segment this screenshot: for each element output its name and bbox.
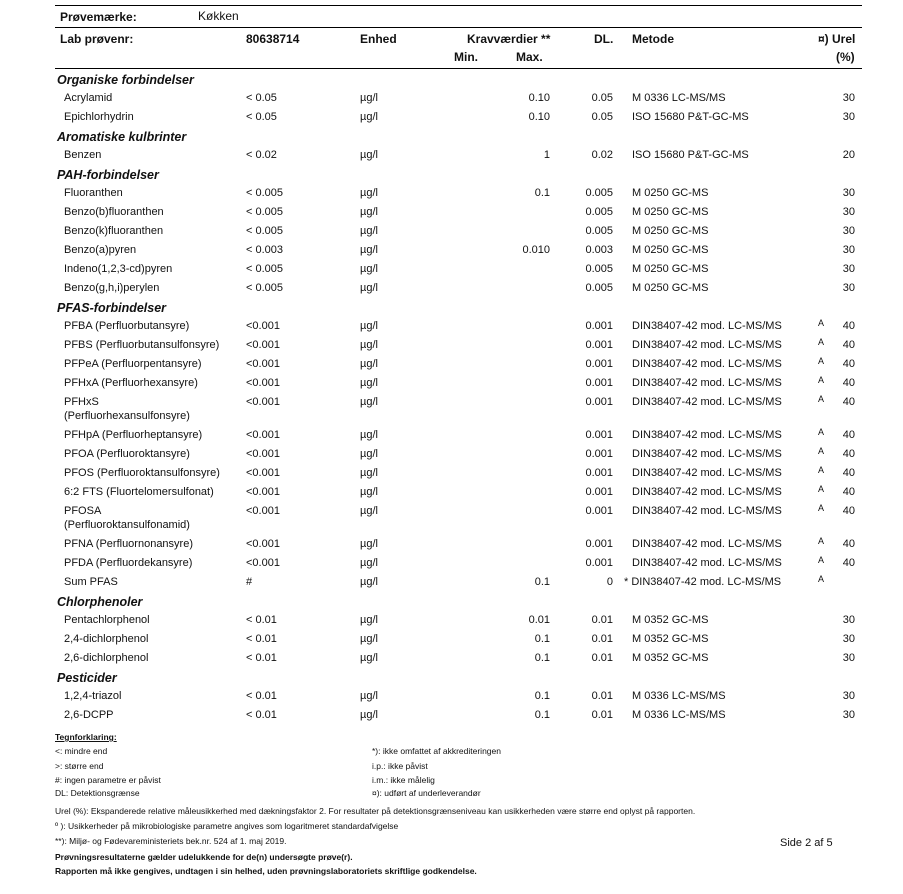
dl-value: 0.05	[591, 111, 613, 123]
accreditation-flag: A	[818, 375, 825, 385]
max-value: 1	[543, 149, 550, 161]
method: DIN38407-42 mod. LC-MS/MS	[632, 538, 782, 550]
urel-value: 40	[842, 429, 855, 441]
method: M 0352 GC-MS	[632, 652, 709, 664]
result-value: <0.001	[246, 429, 280, 441]
urel-value: 30	[842, 652, 855, 664]
accreditation-flag: A	[818, 503, 825, 513]
unit: µg/l	[360, 206, 378, 218]
dl-value: 0	[606, 576, 613, 588]
accreditation-flag: A	[818, 446, 825, 456]
unit: µg/l	[360, 448, 378, 460]
result-value: < 0.05	[246, 111, 277, 123]
unit: µg/l	[360, 358, 378, 370]
legend-left-1: >: større end	[55, 761, 104, 771]
result-value: < 0.005	[246, 282, 284, 294]
method: DIN38407-42 mod. LC-MS/MS	[632, 467, 782, 479]
param-name: PFBS (Perfluorbutansulfonsyre)	[64, 339, 220, 351]
param-name: PFPeA (Perfluorpentansyre)	[64, 358, 202, 370]
unit: µg/l	[360, 187, 378, 199]
dl-value: 0.001	[585, 358, 613, 370]
result-value: < 0.005	[246, 206, 284, 218]
unit: µg/l	[360, 111, 378, 123]
accreditation-flag: A	[818, 574, 825, 584]
method: DIN38407-42 mod. LC-MS/MS	[632, 339, 782, 351]
section-title: Aromatiske kulbrinter	[57, 130, 187, 144]
col-max: Max.	[516, 50, 543, 64]
dl-value: 0.01	[591, 633, 613, 645]
section-title: PAH-forbindelser	[57, 168, 159, 182]
result-value: < 0.01	[246, 614, 277, 626]
legend-right-3: ¤): udført af underleverandør	[372, 788, 481, 798]
legend-left-2: #: ingen parametre er påvist	[55, 775, 161, 785]
param-name: PFOSA	[64, 505, 102, 517]
urel-value: 30	[842, 282, 855, 294]
result-value: <0.001	[246, 505, 280, 517]
dl-value: 0.01	[591, 652, 613, 664]
method: M 0352 GC-MS	[632, 633, 709, 645]
max-value: 0.1	[534, 187, 550, 199]
result-value: < 0.02	[246, 149, 277, 161]
method: DIN38407-42 mod. LC-MS/MS	[632, 320, 782, 332]
legend-left-0: <: mindre end	[55, 746, 108, 756]
param-name: Sum PFAS	[64, 576, 118, 588]
unit: µg/l	[360, 467, 378, 479]
dl-value: 0.001	[585, 396, 613, 408]
result-value: < 0.01	[246, 690, 277, 702]
max-value: 0.10	[528, 92, 550, 104]
result-value: <0.001	[246, 467, 280, 479]
dl-value: 0.005	[585, 282, 613, 294]
col-lab: Lab prøvenr:	[60, 32, 134, 46]
result-value: #	[246, 576, 253, 588]
sample-value: Køkken	[198, 9, 239, 23]
accreditation-flag: A	[818, 484, 825, 494]
result-value: <0.001	[246, 396, 280, 408]
sample-label: Prøvemærke:	[60, 10, 137, 24]
col-urel: ¤) Urel	[818, 32, 856, 46]
dl-value: 0.02	[591, 149, 613, 161]
page-number: Side 2 af 5	[780, 837, 833, 849]
dl-value: 0.001	[585, 339, 613, 351]
unit: µg/l	[360, 652, 378, 664]
method: DIN38407-42 mod. LC-MS/MS	[632, 396, 782, 408]
max-value: 0.1	[534, 709, 550, 721]
max-value: 0.01	[528, 614, 550, 626]
result-value: < 0.01	[246, 633, 277, 645]
unit: µg/l	[360, 244, 378, 256]
footer-line-2: Rapporten må ikke gengives, undtagen i sin helhed, uden prøvningslaboratoriets skriftlige godkendelse.	[55, 866, 477, 876]
param-name: PFOS (Perfluoroktansulfonsyre)	[64, 467, 220, 479]
param-name: 2,4-dichlorphenol	[64, 633, 149, 645]
dl-value: 0.001	[585, 429, 613, 441]
urel-value: 40	[842, 448, 855, 460]
method: M 0250 GC-MS	[632, 225, 709, 237]
param-name: Indeno(1,2,3-cd)pyren	[64, 263, 173, 275]
param-name: Benzo(a)pyren	[64, 244, 137, 256]
param-name: 1,2,4-triazol	[64, 690, 122, 702]
method: * DIN38407-42 mod. LC-MS/MS	[624, 576, 782, 588]
method: DIN38407-42 mod. LC-MS/MS	[632, 448, 782, 460]
dl-value: 0.001	[585, 538, 613, 550]
urel-value: 40	[842, 538, 855, 550]
section-title: PFAS-forbindelser	[57, 301, 167, 315]
urel-value: 30	[842, 225, 855, 237]
method: M 0336 LC-MS/MS	[632, 690, 726, 702]
result-value: <0.001	[246, 377, 280, 389]
legend-right-2: i.m.: ikke målelig	[372, 775, 435, 785]
result-value: <0.001	[246, 339, 280, 351]
unit: µg/l	[360, 690, 378, 702]
col-method: Metode	[632, 32, 674, 46]
unit: µg/l	[360, 339, 378, 351]
dl-value: 0.001	[585, 467, 613, 479]
method: M 0250 GC-MS	[632, 263, 709, 275]
max-value: 0.1	[534, 690, 550, 702]
col-urel-pct: (%)	[836, 50, 855, 64]
unit: µg/l	[360, 486, 378, 498]
note-micro: º ): Usikkerheder på mikrobiologiske parametre angives som logaritmeret standardafvigelse	[55, 821, 399, 831]
result-value: < 0.005	[246, 225, 284, 237]
method: DIN38407-42 mod. LC-MS/MS	[632, 358, 782, 370]
param-name: Epichlorhydrin	[64, 111, 134, 123]
unit: µg/l	[360, 282, 378, 294]
urel-value: 30	[842, 111, 855, 123]
unit: µg/l	[360, 263, 378, 275]
method: DIN38407-42 mod. LC-MS/MS	[632, 429, 782, 441]
accreditation-flag: A	[818, 536, 825, 546]
result-value: <0.001	[246, 557, 280, 569]
method: ISO 15680 P&T-GC-MS	[632, 111, 749, 123]
urel-value: 30	[842, 633, 855, 645]
param-name: 2,6-DCPP	[64, 709, 114, 721]
urel-value: 40	[842, 320, 855, 332]
unit: µg/l	[360, 149, 378, 161]
section-title: Pesticider	[57, 671, 117, 685]
param-name: PFHxS	[64, 396, 99, 408]
urel-value: 30	[842, 206, 855, 218]
max-value: 0.1	[534, 576, 550, 588]
method: DIN38407-42 mod. LC-MS/MS	[632, 486, 782, 498]
param-name: PFHxA (Perfluorhexansyre)	[64, 377, 198, 389]
unit: µg/l	[360, 377, 378, 389]
param-name: Benzo(b)fluoranthen	[64, 206, 164, 218]
urel-value: 40	[842, 358, 855, 370]
header-rule	[55, 27, 862, 28]
result-value: <0.001	[246, 486, 280, 498]
legend-left-3: DL: Detektionsgrænse	[55, 788, 140, 798]
param-name: PFDA (Perfluordekansyre)	[64, 557, 193, 569]
param-name: Benzo(k)fluoranthen	[64, 225, 164, 237]
accreditation-flag: A	[818, 427, 825, 437]
method: M 0250 GC-MS	[632, 282, 709, 294]
param-name: PFNA (Perfluornonansyre)	[64, 538, 193, 550]
param-name: PFHpA (Perfluorheptansyre)	[64, 429, 203, 441]
legend-right-0: *): ikke omfattet af akkrediteringen	[372, 746, 501, 756]
dl-value: 0.05	[591, 92, 613, 104]
urel-value: 40	[842, 339, 855, 351]
dl-value: 0.01	[591, 690, 613, 702]
urel-value: 40	[842, 557, 855, 569]
col-dl: DL.	[594, 32, 614, 46]
method: M 0250 GC-MS	[632, 206, 709, 218]
note-bek: **): Miljø- og Fødevareministeriets bek.nr. 524 af 1. maj 2019.	[55, 836, 287, 846]
dl-value: 0.005	[585, 187, 613, 199]
dl-value: 0.001	[585, 557, 613, 569]
accreditation-flag: A	[818, 465, 825, 475]
max-value: 0.1	[534, 633, 550, 645]
col-min: Min.	[454, 50, 478, 64]
unit: µg/l	[360, 225, 378, 237]
dl-value: 0.01	[591, 709, 613, 721]
result-value: <0.001	[246, 358, 280, 370]
urel-value: 30	[842, 690, 855, 702]
unit: µg/l	[360, 505, 378, 517]
result-value: < 0.05	[246, 92, 277, 104]
col-req: Kravværdier **	[467, 32, 551, 46]
result-value: < 0.01	[246, 709, 277, 721]
dl-value: 0.001	[585, 486, 613, 498]
max-value: 0.1	[534, 652, 550, 664]
dl-value: 0.001	[585, 505, 613, 517]
urel-value: 40	[842, 505, 855, 517]
urel-value: 40	[842, 396, 855, 408]
param-name: Fluoranthen	[64, 187, 123, 199]
col-lab-no: 80638714	[246, 32, 300, 46]
unit: µg/l	[360, 709, 378, 721]
method: DIN38407-42 mod. LC-MS/MS	[632, 557, 782, 569]
param-name: (Perfluoroktansulfonamid)	[64, 519, 190, 531]
section-title: Organiske forbindelser	[57, 73, 194, 87]
section-title: Chlorphenoler	[57, 595, 143, 609]
result-value: < 0.01	[246, 652, 277, 664]
method: DIN38407-42 mod. LC-MS/MS	[632, 505, 782, 517]
method: M 0336 LC-MS/MS	[632, 709, 726, 721]
unit: µg/l	[360, 396, 378, 408]
accreditation-flag: A	[818, 555, 825, 565]
method: ISO 15680 P&T-GC-MS	[632, 149, 749, 161]
dl-value: 0.003	[585, 244, 613, 256]
dl-value: 0.005	[585, 263, 613, 275]
note-urel: Urel (%): Ekspanderede relative måleusikkerhed med dækningsfaktor 2. For resultater på detektionsgrænseniveau kan usikkerheden være større end oplyst på rapporten.	[55, 806, 696, 816]
param-name: Acrylamid	[64, 92, 113, 104]
dl-value: 0.005	[585, 206, 613, 218]
unit: µg/l	[360, 614, 378, 626]
param-name: (Perfluorhexansulfonsyre)	[64, 410, 190, 422]
unit: µg/l	[360, 429, 378, 441]
result-value: <0.001	[246, 448, 280, 460]
param-name: Benzo(g,h,i)perylen	[64, 282, 160, 294]
param-name: 2,6-dichlorphenol	[64, 652, 149, 664]
legend-title: Tegnforklaring:	[55, 732, 117, 742]
accreditation-flag: A	[818, 356, 825, 366]
param-name: Pentachlorphenol	[64, 614, 150, 626]
accreditation-flag: A	[818, 337, 825, 347]
dl-value: 0.001	[585, 320, 613, 332]
method: M 0250 GC-MS	[632, 244, 709, 256]
param-name: PFBA (Perfluorbutansyre)	[64, 320, 190, 332]
top-rule	[55, 5, 862, 6]
method: M 0352 GC-MS	[632, 614, 709, 626]
result-value: < 0.005	[246, 263, 284, 275]
urel-value: 30	[842, 244, 855, 256]
param-name: Benzen	[64, 149, 102, 161]
unit: µg/l	[360, 633, 378, 645]
urel-value: 30	[842, 614, 855, 626]
dl-value: 0.005	[585, 225, 613, 237]
result-value: <0.001	[246, 538, 280, 550]
urel-value: 40	[842, 377, 855, 389]
dl-value: 0.001	[585, 377, 613, 389]
accreditation-flag: A	[818, 394, 825, 404]
urel-value: 40	[842, 467, 855, 479]
unit: µg/l	[360, 576, 378, 588]
accreditation-flag: A	[818, 318, 825, 328]
max-value: 0.10	[528, 111, 550, 123]
urel-value: 30	[842, 709, 855, 721]
max-value: 0.010	[522, 244, 550, 256]
urel-value: 30	[842, 92, 855, 104]
unit: µg/l	[360, 320, 378, 332]
method: M 0250 GC-MS	[632, 187, 709, 199]
unit: µg/l	[360, 557, 378, 569]
table-rule	[55, 68, 862, 69]
urel-value: 30	[842, 187, 855, 199]
unit: µg/l	[360, 538, 378, 550]
param-name: PFOA (Perfluoroktansyre)	[64, 448, 190, 460]
unit: µg/l	[360, 92, 378, 104]
footer-line-1: Prøvningsresultaterne gælder udelukkende for de(n) undersøgte prøve(r).	[55, 852, 353, 862]
urel-value: 30	[842, 263, 855, 275]
result-value: < 0.003	[246, 244, 284, 256]
urel-value: 20	[842, 149, 855, 161]
legend-right-1: i.p.: ikke påvist	[372, 761, 428, 771]
result-value: <0.001	[246, 320, 280, 332]
result-value: < 0.005	[246, 187, 284, 199]
param-name: 6:2 FTS (Fluortelomersulfonat)	[64, 486, 214, 498]
urel-value: 40	[842, 486, 855, 498]
dl-value: 0.01	[591, 614, 613, 626]
method: M 0336 LC-MS/MS	[632, 92, 726, 104]
dl-value: 0.001	[585, 448, 613, 460]
method: DIN38407-42 mod. LC-MS/MS	[632, 377, 782, 389]
col-unit: Enhed	[360, 32, 397, 46]
